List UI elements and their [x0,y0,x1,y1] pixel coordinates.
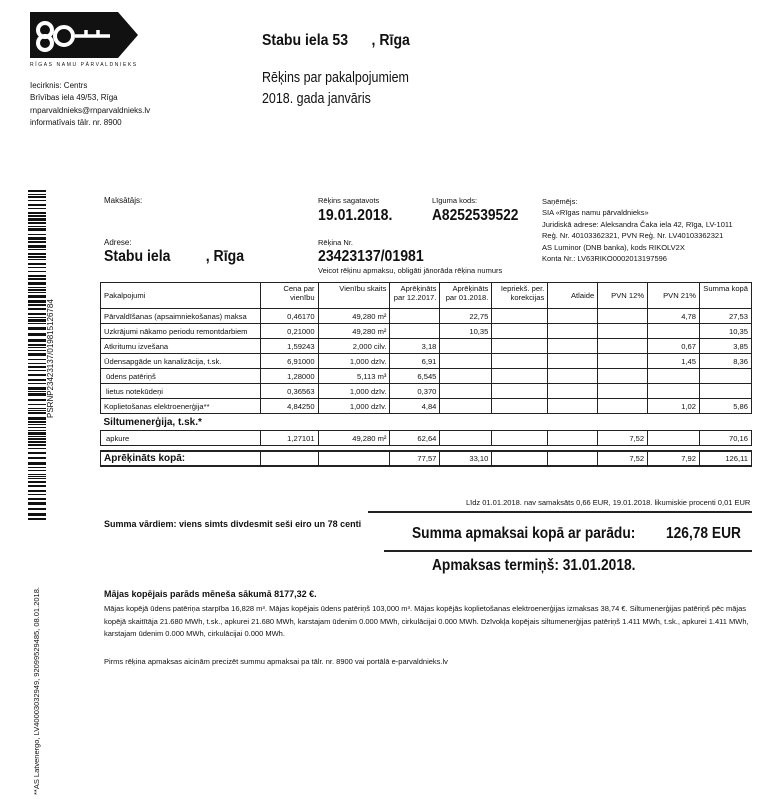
table-row [101,431,752,446]
issuer-info [30,80,150,129]
barcode-text: PSRNP23423137/019815126784 [46,299,55,418]
section-row [101,414,752,431]
table-cell: 126,11 [700,451,752,466]
column-header: Vienību skaits [318,283,390,309]
table-cell [440,399,492,414]
table-header-row [101,283,752,309]
table-cell [548,324,598,339]
service-name-cell: Pārvaldīšanas (apsaimniekošanas) maksa [101,309,261,324]
table-row [101,384,752,399]
divider [384,550,752,552]
table-cell [598,309,648,324]
table-cell: 4,84 [390,399,440,414]
payment-due-date: Apmaksas termiņš: 31.01.2018. [432,557,636,574]
table-cell: 62,64 [390,431,440,446]
table-cell: 5,113 m³ [318,369,390,384]
table-cell: 49,280 m² [318,431,390,446]
invoice-period: 2018. gada janvāris [262,91,371,107]
legal-footnote: **AS Latvenergo, LV40003032949, 92099529485, 08.01.2018. [32,587,41,795]
table-cell [492,399,548,414]
table-cell [548,431,598,446]
table-cell [700,384,752,399]
table-cell [492,431,548,446]
table-row [101,309,752,324]
total-row [101,451,752,466]
table-cell [548,354,598,369]
table-cell [598,339,648,354]
recipient-block [542,196,733,264]
column-header: Pakalpojumi [101,283,261,309]
table-cell: 8,36 [700,354,752,369]
invoice-number-note: Veicot rēķinu apmaksu, obligāti jānorāda rēķina numurs [318,266,503,275]
invoice-date-label: Rēķins sagatavots [318,196,380,205]
column-header: Aprēķināts par 01.2018. [440,283,492,309]
table-cell: 10,35 [700,324,752,339]
table-cell [440,354,492,369]
table-cell: 1,45 [648,354,700,369]
table-cell [648,369,700,384]
amount-in-words: Summa vārdiem: viens simts divdesmit seši eiro un 78 centi [104,519,362,529]
column-header: PVN 12% [598,283,648,309]
service-name-cell: apkure [101,431,261,446]
services-table [100,282,752,467]
table-cell [648,431,700,446]
table-cell [700,369,752,384]
table-cell: 10,35 [440,324,492,339]
column-header: Atlaide [548,283,598,309]
table-cell: 1,28000 [260,369,318,384]
table-cell [648,384,700,399]
section-title: Siltumenerģija, t.sk.* [101,414,752,431]
table-cell [318,451,390,466]
column-header: Iepriekš. per. korekcijas [492,283,548,309]
total-due-value: 126,78 EUR [666,525,741,542]
table-row [101,324,752,339]
table-cell: 7,52 [598,431,648,446]
recipient-reg-no: Reģ. Nr. 40103362321, PVN Reģ. Nr. LV40103362321 [542,231,724,241]
table-cell [548,369,598,384]
recipient-name: SIA «Rīgas namu pārvaldnieks» [542,208,649,218]
service-name-cell: Koplietošanas elektroenerģija** [101,399,261,414]
table-row [101,399,752,414]
table-cell: 33,10 [440,451,492,466]
contract-code-label: Līguma kods: [432,196,478,205]
service-name-cell: ūdens patēriņš [101,369,261,384]
invoice-number-label: Rēķina Nr. [318,238,354,247]
contract-code-value: A8252539522 [432,207,519,224]
table-cell: 49,280 m² [318,324,390,339]
table-cell: 1,000 dzīv. [318,384,390,399]
services-table-wrap [100,282,752,467]
issuer-email: rnparvaldnieks@rnparvaldnieks.lv [30,105,151,115]
table-cell [598,399,648,414]
table-cell [492,451,548,466]
table-cell [648,324,700,339]
table-cell [492,369,548,384]
column-header: Aprēķināts par 12.2017. [390,283,440,309]
table-cell: 6,91 [390,354,440,369]
table-cell [440,384,492,399]
table-cell: 1,59243 [260,339,318,354]
table-cell: 6,545 [390,369,440,384]
table-cell: 27,53 [700,309,752,324]
table-cell [492,354,548,369]
table-cell [598,324,648,339]
table-cell [492,324,548,339]
table-row [101,369,752,384]
table-cell: 0,67 [648,339,700,354]
table-cell: 1,000 dzīv. [318,354,390,369]
table-cell: 70,16 [700,431,752,446]
table-row [101,354,752,369]
address-value: Stabu iela , Rīga [104,248,245,265]
building-consumption-text: Mājas kopējā ūdens patēriņa starpība 16,828 m³. Mājas kopējais ūdens patēriņš 103,000 m³. Mājas kopējās koplietošanas elektroenerģijas izmaksas 38,74 €. Siltumenerģijas patēriņš pēc mājas kopējā skaitītāja 21.680 MWh, t.sk., apkurei 21.680 MWh, karstajam ūdenim 0.000 MWh, cirkulācijai 0.000 MWh. Dzīvokļa kopējais siltumenerģijas patēriņš 1.411 MWh, t.sk., apkurei 1.411 MWh, karstajam ūdenim 0.000 MWh, cirkulācijai 0.000 MWh. [104,604,749,638]
table-cell: 0,36563 [260,384,318,399]
table-cell [492,339,548,354]
table-cell: 2,000 cilv. [318,339,390,354]
table-cell: 6,91000 [260,354,318,369]
table-cell: 7,92 [648,451,700,466]
table-cell: 4,84250 [260,399,318,414]
table-cell: 7,52 [598,451,648,466]
interest-note: Līdz 01.01.2018. nav samaksāts 0,66 EUR, 19.01.2018. likumiskie procenti 0,01 EUR [466,498,751,507]
issuer-phone: informatīvais tālr. nr. 8900 [30,117,122,127]
column-header: Cena par vienību [260,283,318,309]
table-cell: 1,02 [648,399,700,414]
table-cell: 4,78 [648,309,700,324]
service-name-cell: lietus notekūdeņi [101,384,261,399]
column-header: PVN 21% [648,283,700,309]
table-cell [440,339,492,354]
table-cell [260,451,318,466]
building-debt-title: Mājas kopējais parāds mēneša sākumā 8177,32 €. [104,589,317,599]
invoice-title [262,68,409,110]
recipient-legal-address: Juridiskā adrese: Aleksandra Čaka iela 42, Rīga, LV-1011 [542,219,733,229]
table-cell [548,399,598,414]
table-row [101,339,752,354]
table-cell [492,309,548,324]
service-name-cell: Atkritumu izvešana [101,339,261,354]
total-due-label: Summa apmaksai kopā ar parādu: [412,525,636,542]
table-cell: 0,21000 [260,324,318,339]
property-address-title: Stabu iela 53 , Rīga [262,32,410,49]
invoice-title-line1: Rēķins par pakalpojumiem [262,70,409,86]
payer-label: Maksātājs: [104,196,143,205]
divider [368,511,752,513]
table-cell [598,369,648,384]
table-cell [548,309,598,324]
table-cell: 1,27101 [260,431,318,446]
service-name-cell: Ūdensapgāde un kanalizācija, t.sk. [101,354,261,369]
company-logo [30,12,138,58]
barcode [28,190,46,520]
address-label: Adrese: [104,238,132,247]
logo-caption: RĪGAS NAMU PĀRVALDNIEKS [30,62,138,68]
table-cell [548,339,598,354]
table-cell: 0,46170 [260,309,318,324]
table-cell: 22,75 [440,309,492,324]
service-name-cell: Aprēķināts kopā: [101,451,261,466]
issuer-address: Brīvības iela 49/53, Rīga [30,93,118,103]
service-name-cell: Uzkrājumi nākamo periodu remontdarbiem [101,324,261,339]
table-cell [390,309,440,324]
invoice-date-value: 19.01.2018. [318,207,393,224]
table-cell: 1,000 dzīv. [318,399,390,414]
table-cell [440,431,492,446]
table-cell [390,324,440,339]
table-cell [492,384,548,399]
recipient-label: Saņēmējs: [542,197,578,206]
table-cell [598,354,648,369]
invoice-number-value: 23423137/01981 [318,248,424,265]
table-cell [548,384,598,399]
table-cell: 77,57 [390,451,440,466]
table-cell: 0,370 [390,384,440,399]
table-cell: 3,85 [700,339,752,354]
column-header: Summa kopā [700,283,752,309]
footer-note: Pirms rēķina apmaksas aicinām precizēt summu apmaksai pa tālr. nr. 8900 vai portālā e-parvaldnieks.lv [104,657,448,666]
table-cell: 5,86 [700,399,752,414]
issuer-district: Iecirknis: Centrs [30,81,88,90]
recipient-account: Konta Nr.: LV63RIKO0002013197596 [542,254,667,264]
recipient-bank: AS Luminor (DNB banka), kods RIKOLV2X [542,242,685,252]
table-cell [440,369,492,384]
table-cell [598,384,648,399]
table-cell [548,451,598,466]
table-cell: 3,18 [390,339,440,354]
table-cell: 49,280 m² [318,309,390,324]
